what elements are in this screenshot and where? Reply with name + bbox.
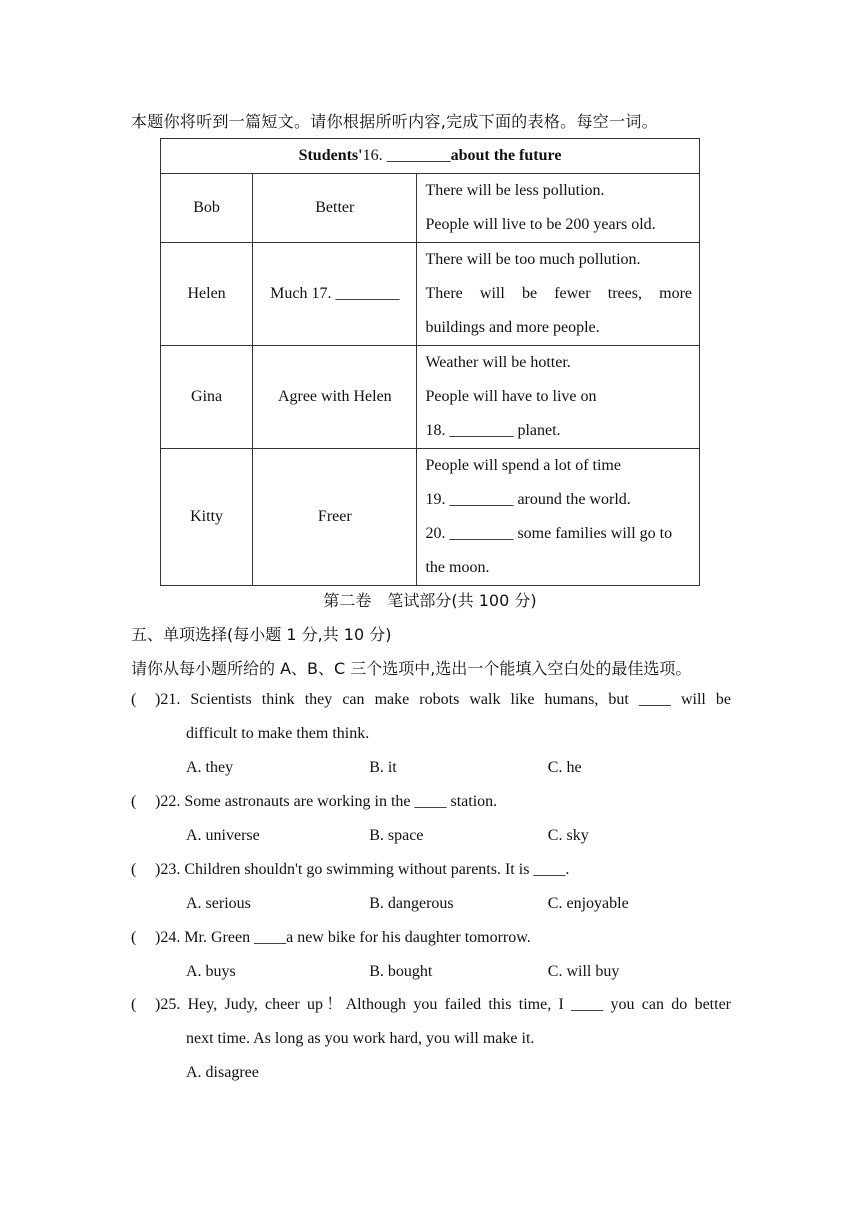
option-b: B. space — [369, 827, 424, 844]
option-a: A. buys — [186, 963, 236, 980]
table-row — [161, 174, 700, 243]
option-c: C. he — [547, 759, 582, 776]
options — [131, 751, 731, 785]
detail-line: There will be less pollution. — [425, 182, 605, 199]
detail-line: 19. ________ around the world. — [425, 491, 631, 508]
part-instruction: 请你从每小题所给的 A、B、C 三个选项中,选出一个能填入空白处的最佳选项。 — [131, 659, 692, 678]
part-title: 五、单项选择(每小题 1 分,共 10 分) — [131, 625, 392, 644]
question-stem-cont: difficult to make them think. — [186, 725, 370, 742]
table-row — [161, 346, 700, 449]
student-name: Gina — [161, 346, 253, 449]
student-details — [417, 449, 700, 586]
student-details — [417, 243, 700, 346]
question-25 — [131, 988, 731, 1090]
option-c: C. sky — [547, 827, 589, 844]
answer-paren: ( — [131, 691, 137, 708]
student-opinion: Much 17. ________ — [253, 243, 417, 346]
answer-paren: ( — [131, 861, 137, 878]
student-opinion: Agree with Helen — [253, 346, 417, 449]
question-stem: )23. Children shouldn't go swimming without parents. It is ____. — [155, 861, 570, 878]
question-23 — [131, 853, 731, 921]
detail-line: 20. ________ some families will go to — [425, 525, 673, 542]
detail-line: Weather will be hotter. — [425, 354, 571, 371]
blank-16: 16. ________ — [362, 147, 451, 164]
option-a: A. disagree — [186, 1064, 259, 1081]
answer-paren: ( — [131, 929, 137, 946]
student-opinion: Better — [253, 174, 417, 243]
table-header — [161, 139, 700, 174]
table-row — [161, 243, 700, 346]
options — [131, 955, 731, 989]
question-stem-cont: next time. As long as you work hard, you will make it. — [186, 1030, 535, 1047]
student-name: Bob — [161, 174, 253, 243]
option-b: B. bought — [369, 963, 433, 980]
detail-line: buildings and more people. — [425, 319, 600, 336]
section-title: 第二卷 笔试部分(共 100 分) — [323, 591, 537, 610]
header-text-a: Students' — [298, 147, 363, 164]
answer-paren: ( — [131, 793, 137, 810]
detail-line: People will spend a lot of time — [425, 457, 621, 474]
question-stem: )21. Scientists think they can make robots walk like humans, but ____ will be — [155, 691, 731, 708]
answer-paren: ( — [131, 996, 137, 1013]
option-a: A. universe — [186, 827, 260, 844]
detail-line: People will have to live on — [425, 388, 597, 405]
question-stem: )25. Hey, Judy, cheer up！Although you failed this time, I ____ you can do better — [155, 996, 731, 1013]
option-b: B. dangerous — [369, 895, 454, 912]
student-name: Kitty — [161, 449, 253, 586]
question-22 — [131, 785, 731, 853]
header-text-b: about the future — [450, 147, 562, 164]
detail-line: People will live to be 200 years old. — [425, 216, 656, 233]
table-row — [161, 449, 700, 586]
option-c: C. enjoyable — [547, 895, 629, 912]
options — [131, 887, 731, 921]
student-name: Helen — [161, 243, 253, 346]
question-stem: )22. Some astronauts are working in the ____ station. — [155, 793, 498, 810]
note-table — [160, 138, 700, 586]
option-a: A. they — [186, 759, 234, 776]
student-details — [417, 346, 700, 449]
student-opinion: Freer — [253, 449, 417, 586]
listening-instruction: 本题你将听到一篇短文。请你根据所听内容,完成下面的表格。每空一词。 — [131, 112, 658, 131]
options — [131, 819, 731, 853]
detail-line: There will be fewer trees, more — [425, 285, 692, 302]
student-details — [417, 174, 700, 243]
question-stem: )24. Mr. Green ____a new bike for his daughter tomorrow. — [155, 929, 531, 946]
question-21 — [131, 683, 731, 785]
detail-line: There will be too much pollution. — [425, 251, 641, 268]
table-header-row — [161, 139, 700, 174]
options — [131, 1056, 731, 1090]
option-a: A. serious — [186, 895, 251, 912]
detail-line: 18. ________ planet. — [425, 422, 561, 439]
option-b: B. it — [369, 759, 397, 776]
option-c: C. will buy — [547, 963, 620, 980]
question-24 — [131, 921, 731, 989]
detail-line: the moon. — [425, 559, 490, 576]
